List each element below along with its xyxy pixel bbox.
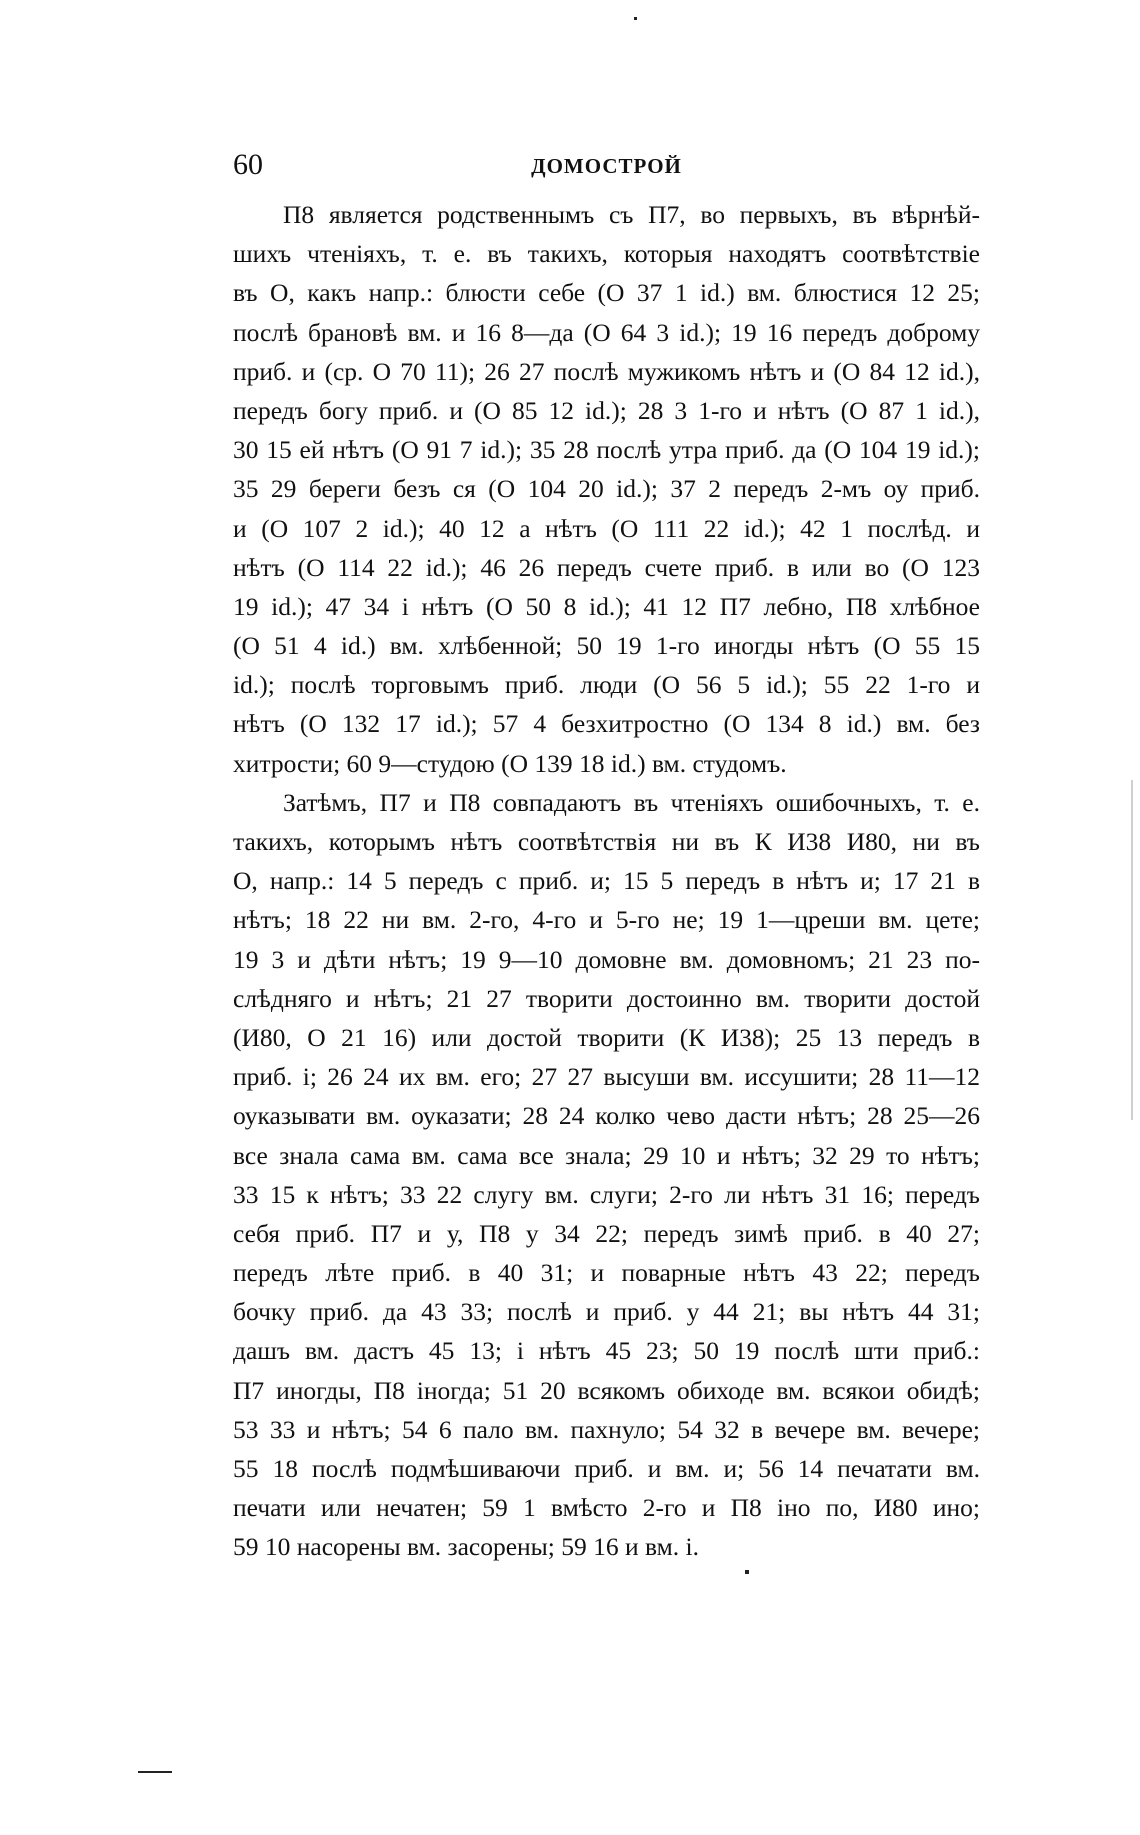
text-line: и (О 107 2 id.); 40 12 а нѣтъ (О 111 22 id.); 42 1 послѣд. и (233, 513, 980, 543)
text-line: послѣ брановѣ вм. и 16 8—да (О 64 3 id.); 19 16 передъ доброму (233, 317, 980, 347)
text-line: передъ лѣте приб. в 40 31; и поварные нѣтъ 43 22; передъ (233, 1258, 980, 1288)
text-line: печати или нечатен; 59 1 вмѣсто 2-го и П8 іно по, И80 ино; (233, 1493, 980, 1523)
text-line: шихъ чтеніяхъ, т. е. въ такихъ, которыя находятъ соотвѣтствіе (233, 239, 980, 269)
text-line: id.); послѣ торговымъ приб. люди (О 56 5 id.); 55 22 1-го и (233, 670, 980, 700)
running-title: ДОМОСТРОЙ (531, 154, 682, 178)
page-edge-shadow (1131, 780, 1133, 1120)
scan-speck (634, 17, 637, 20)
text-line: 33 15 к нѣтъ; 33 22 слугу вм. слуги; 2-го ли нѣтъ 31 16; передъ (233, 1179, 980, 1209)
text-line: оуказывати вм. оуказати; 28 24 колко чево дасти нѣтъ; 28 25—26 (233, 1101, 980, 1131)
body-text (233, 195, 980, 1567)
text-line: 19 id.); 47 34 і нѣтъ (О 50 8 id.); 41 12 П7 лебно, П8 хлѣбное (233, 591, 980, 621)
page-header (233, 148, 980, 188)
text-line: передъ богу приб. и (О 85 12 id.); 28 3 1-го и нѣтъ (О 87 1 id.), (233, 395, 980, 425)
text-line: П7 иногды, П8 іногда; 51 20 всякомъ обиходе вм. всякои обидѣ; (233, 1375, 980, 1405)
text-line: П8 является родственнымъ съ П7, во первыхъ, въ вѣрнѣй- (283, 200, 980, 229)
text-line: все знала сама вм. сама все знала; 29 10 и нѣтъ; 32 29 то нѣтъ; (233, 1140, 980, 1170)
text-line: такихъ, которымъ нѣтъ соотвѣтствія ни въ К И38 И80, ни въ (233, 827, 980, 856)
text-line: 19 3 и дѣти нѣтъ; 19 9—10 домовне вм. домовномъ; 21 23 по- (233, 944, 980, 974)
page-number: 60 (233, 148, 263, 181)
text-line: нѣтъ (О 114 22 id.); 46 26 передъ счете приб. в или во (О 123 (233, 552, 980, 582)
scan-speck (745, 1570, 749, 1574)
text-line: (О 51 4 id.) вм. хлѣбенной; 50 19 1-го иногды нѣтъ (О 55 15 (233, 631, 980, 661)
text-line: нѣтъ (О 132 17 id.); 57 4 безхитростно (О 134 8 id.) вм. без (233, 709, 980, 739)
text-line: 30 15 ей нѣтъ (О 91 7 id.); 35 28 послѣ утра приб. да (О 104 19 id.); (233, 435, 980, 465)
text-line: 53 33 и нѣтъ; 54 6 пало вм. пахнуло; 54 32 в вечере вм. вечере; (233, 1414, 980, 1444)
text-line: О, напр.: 14 5 передъ с приб. и; 15 5 передъ в нѣтъ и; 17 21 в (233, 866, 980, 896)
text-line: бочку приб. да 43 33; послѣ и приб. у 44 21; вы нѣтъ 44 31; (233, 1297, 980, 1327)
text-line: приб. і; 26 24 их вм. его; 27 27 высуши вм. иссушити; 28 11—12 (233, 1062, 980, 1092)
text-line: себя приб. П7 и у, П8 у 34 22; передъ зимѣ приб. в 40 27; (233, 1218, 980, 1248)
text-line: хитрости; 60 9—студою (О 139 18 id.) вм. студомъ. (233, 748, 787, 778)
text-line: приб. и (ср. О 70 11); 26 27 послѣ мужикомъ нѣтъ и (О 84 12 id.), (233, 356, 980, 386)
text-line: слѣдняго и нѣтъ; 21 27 творити достоинно вм. творити достой (233, 983, 980, 1013)
text-line: въ О, какъ напр.: блюсти себе (О 37 1 id.) вм. блюстися 12 25; (233, 278, 980, 308)
margin-rule (138, 1771, 172, 1773)
text-line: 59 10 насорены вм. засорены; 59 16 и вм. і. (233, 1532, 699, 1562)
text-line: Затѣмъ, П7 и П8 совпадаютъ въ чтеніяхъ ошибочныхъ, т. е. (283, 787, 980, 817)
text-line: 35 29 береги безъ ся (О 104 20 id.); 37 2 передъ 2-мъ оу приб. (233, 474, 980, 504)
text-line: нѣтъ; 18 22 ни вм. 2-го, 4-го и 5-го не; 19 1—цреши вм. цете; (233, 905, 980, 935)
text-line: дашъ вм. дастъ 45 13; і нѣтъ 45 23; 50 19 послѣ шти приб.: (233, 1336, 980, 1366)
text-line: 55 18 послѣ подмѣшиваючи приб. и вм. и; 56 14 печатати вм. (233, 1454, 980, 1483)
text-line: (И80, О 21 16) или достой творити (К И38); 25 13 передъ в (233, 1022, 980, 1052)
